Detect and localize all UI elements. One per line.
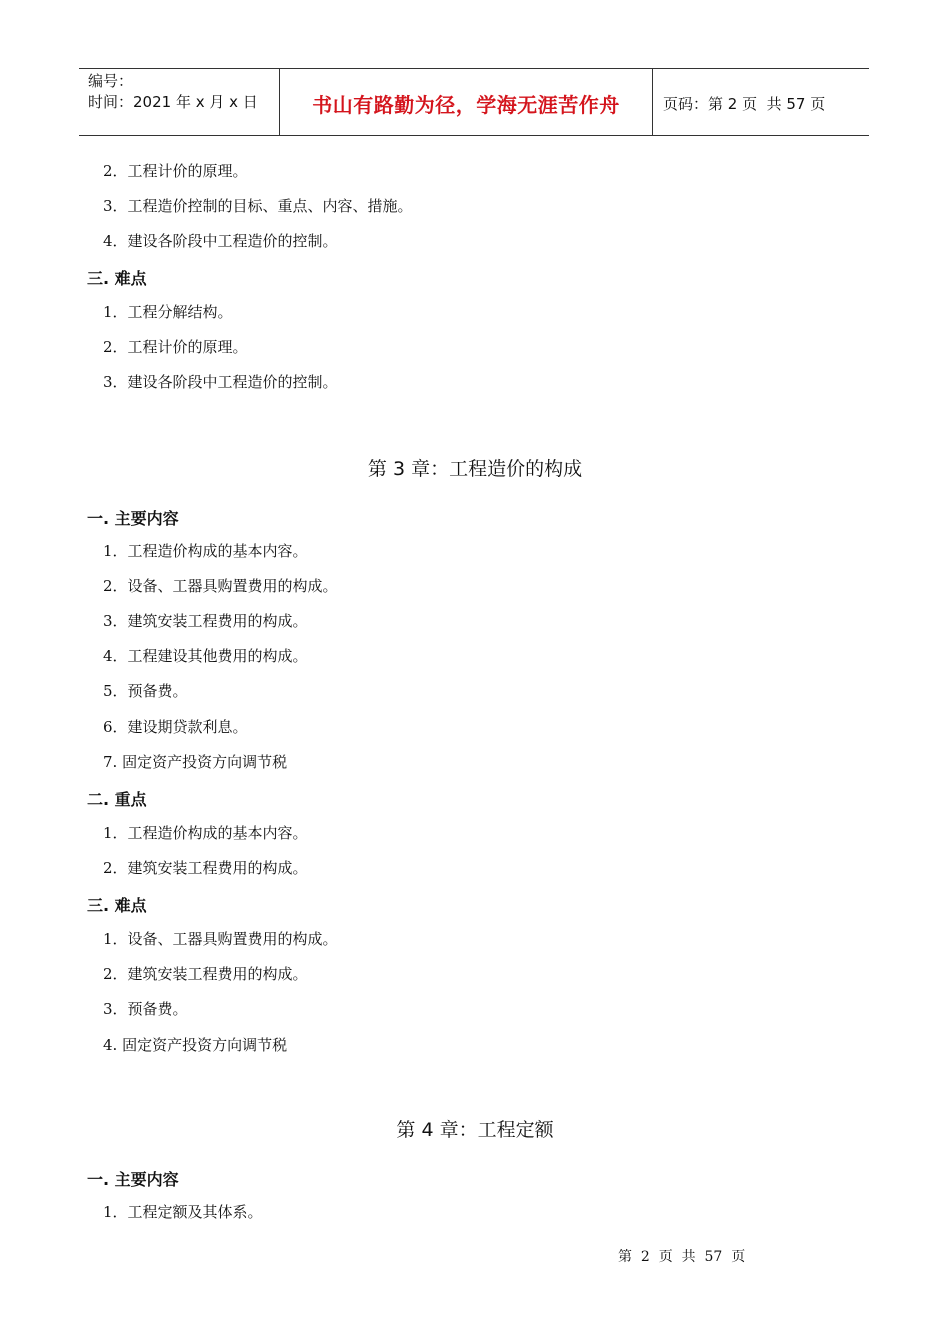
section-heading: 三. 难点 bbox=[87, 269, 147, 288]
page-header bbox=[79, 68, 869, 136]
header-motto: 书山有路勤为径，学海无涯苦作舟 bbox=[280, 69, 653, 135]
header-page-info bbox=[653, 69, 869, 135]
list-item: 1．工程造价构成的基本内容。 bbox=[103, 542, 308, 560]
list-item: 2．建筑安装工程费用的构成。 bbox=[103, 965, 308, 983]
list-item: 4．工程建设其他费用的构成。 bbox=[103, 647, 308, 665]
list-item: 2．工程计价的原理。 bbox=[103, 338, 248, 356]
section-heading: 一. 主要内容 bbox=[87, 509, 179, 528]
list-item: 3．建设各阶段中工程造价的控制。 bbox=[103, 373, 338, 391]
header-meta bbox=[79, 69, 280, 135]
list-item: 6．建设期贷款利息。 bbox=[103, 718, 248, 736]
list-item: 1．工程造价构成的基本内容。 bbox=[103, 824, 308, 842]
list-item: 4．建设各阶段中工程造价的控制。 bbox=[103, 232, 338, 250]
chapter-title: 第 4 章：工程定额 bbox=[396, 1119, 554, 1141]
list-item: 1．设备、工器具购置费用的构成。 bbox=[103, 930, 338, 948]
chapter-title: 第 3 章：工程造价的构成 bbox=[367, 458, 583, 480]
list-item: 2．设备、工器具购置费用的构成。 bbox=[103, 577, 338, 595]
page-footer: 第 2 页 共 57 页 bbox=[618, 1249, 746, 1265]
list-item: 1．工程定额及其体系。 bbox=[103, 1203, 263, 1221]
list-item: 5．预备费。 bbox=[103, 682, 188, 700]
page-info-text: 页码：第 2 页 共 57 页 bbox=[663, 94, 826, 113]
list-item: 7. 固定资产投资方向调节税 bbox=[103, 753, 288, 771]
document-number-label: 编号： bbox=[88, 72, 134, 90]
list-item: 2．工程计价的原理。 bbox=[103, 162, 248, 180]
list-item: 3．工程造价控制的目标、重点、内容、措施。 bbox=[103, 197, 413, 215]
list-item: 1．工程分解结构。 bbox=[103, 303, 233, 321]
list-item: 3．预备费。 bbox=[103, 1000, 188, 1018]
list-item: 2．建筑安装工程费用的构成。 bbox=[103, 859, 308, 877]
section-heading: 二. 重点 bbox=[87, 790, 147, 809]
list-item: 3．建筑安装工程费用的构成。 bbox=[103, 612, 308, 630]
list-item: 4. 固定资产投资方向调节税 bbox=[103, 1036, 288, 1054]
section-heading: 三. 难点 bbox=[87, 896, 147, 915]
section-heading: 一. 主要内容 bbox=[87, 1170, 179, 1189]
document-date: 时间：2021 年 x 月 x 日 bbox=[88, 93, 258, 111]
